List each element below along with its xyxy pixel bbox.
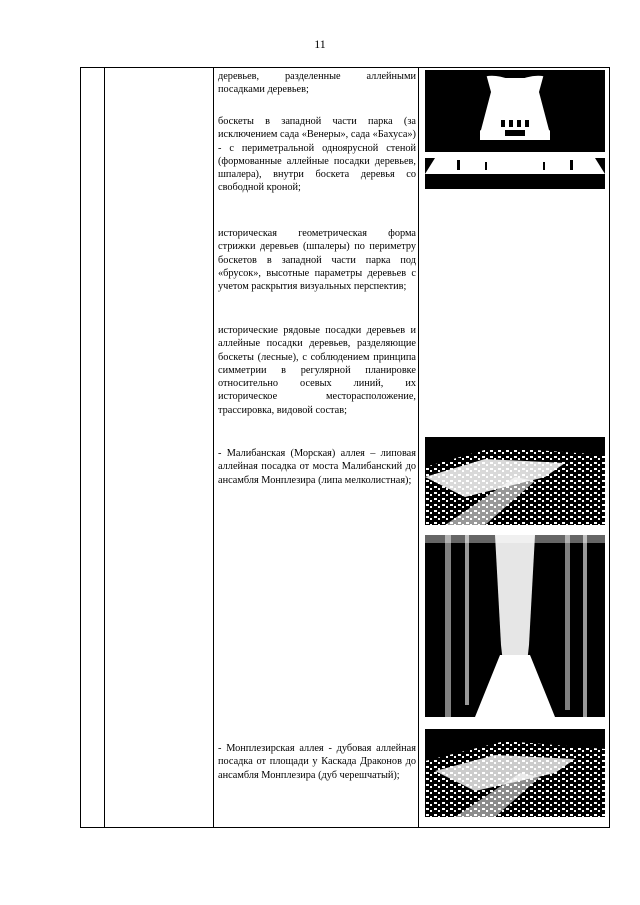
malibansky-aerial-photo <box>425 437 605 525</box>
description-paragraph-4: исторические рядовые посадки деревьев и аллейные посадки деревьев, разделяющие боскеты (лесные), с соблюдением принципа симметрии в регулярной планировке относительно осевых линий, их историческое месторасположение, трассировка, видовой состав; <box>218 325 416 416</box>
heritage-table <box>80 67 610 828</box>
description-paragraph-6: - Монплезирская аллея - дубовая аллейная посадка от площади у Каскада Драконов до ансамбля Монплезира (дуб черешчатый); <box>218 743 416 781</box>
object-column-cell <box>105 68 214 828</box>
index-column-cell <box>81 68 105 828</box>
page-number: 11 <box>314 37 326 51</box>
description-column-cell <box>214 68 419 828</box>
palace-park-photo <box>425 70 605 189</box>
linden-alley-photo <box>425 535 605 717</box>
description-paragraph-5: - Малибанская (Морская) аллея – липовая аллейная посадка от моста Малибанский до ансамбля Монплезира (липа мелколистная); <box>218 448 416 486</box>
monplaisir-aerial-photo <box>425 729 605 817</box>
description-paragraph-1: деревьев, разделенные аллейными посадками деревьев; <box>218 71 416 96</box>
description-paragraph-3: историческая геометрическая форма стрижки деревьев (шпалеры) по периметру боскетов в западной части парка под «брусок», высотные параметры деревьев с учетом раскрытия визуальных перспектив; <box>218 228 416 293</box>
photo-column-cell <box>419 68 610 828</box>
description-paragraph-2: боскеты в западной части парка (за исключением сада «Венеры», сада «Бахуса») - с периметральной одноярусной стеной (формованные аллейные посадки деревьев, шпалера), внутри боскета деревья со свободной кроной; <box>218 116 416 194</box>
